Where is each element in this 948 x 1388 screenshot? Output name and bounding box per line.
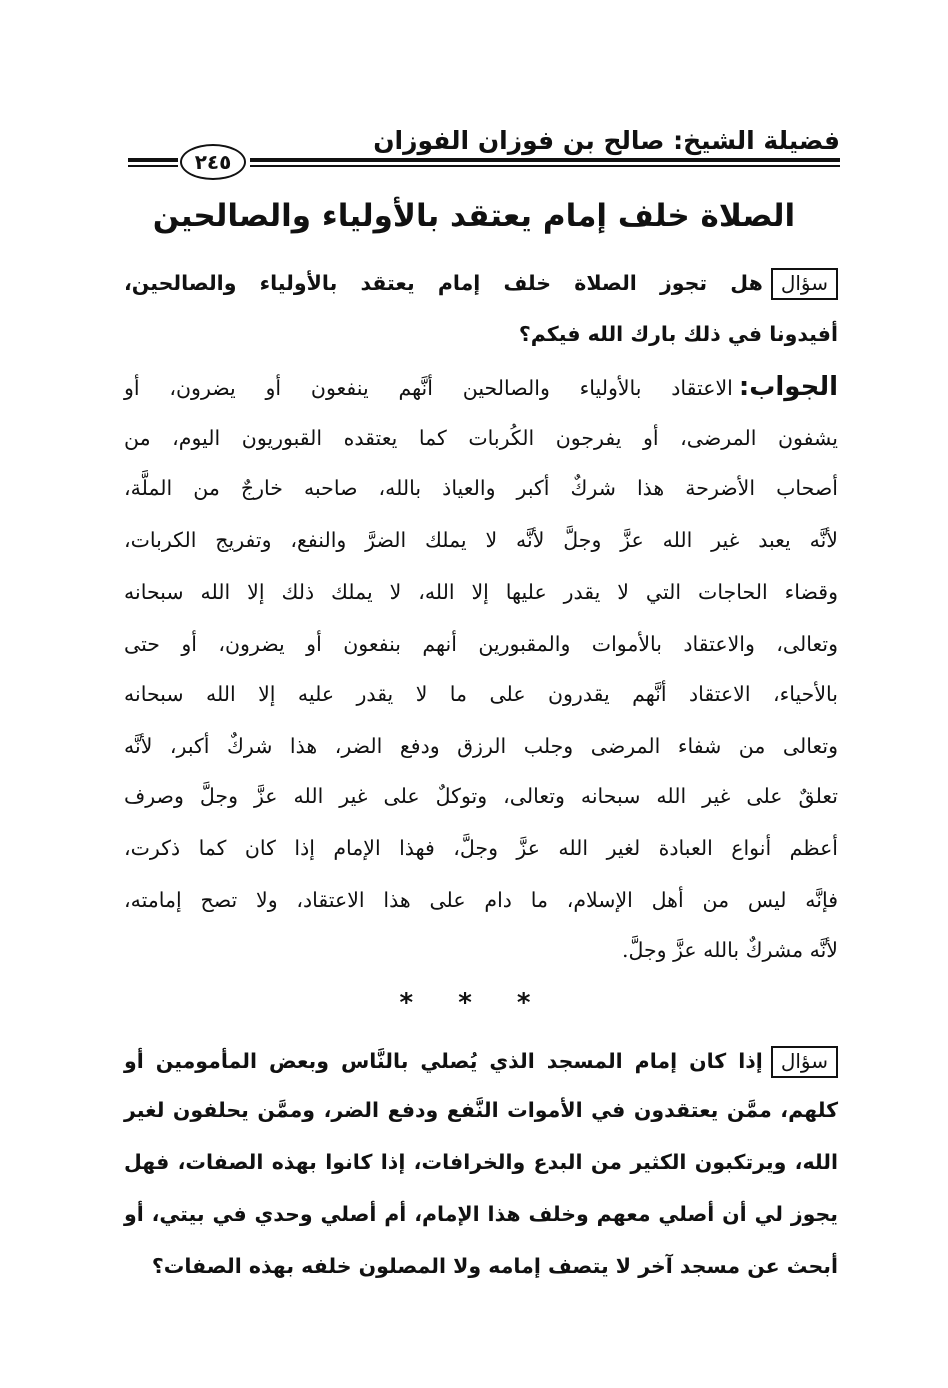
answer-line: فإنَّه ليس من أهل الإسلام، ما دام على هذا الاعتقاد، ولا تصح إمامته،: [124, 888, 838, 912]
question-text: إذا كان إمام المسجد الذي يُصلي بالنَّاس وبعض المأمومين أو: [124, 1049, 763, 1073]
header-rule: [128, 165, 178, 167]
header-rule: [250, 165, 840, 167]
answer-line: [124, 374, 838, 400]
answer-line: يشفون المرضى، أو يفرجون الكُربات كما يعتقده القبوريون اليوم، من: [124, 426, 838, 450]
answer-label: الجواب:: [738, 372, 838, 402]
question-line: [124, 1046, 838, 1078]
question-line: [124, 268, 838, 300]
answer-line: لأنَّه يعبد غير الله عزَّ وجلَّ لأنَّه لا يملك الضرَّ والنفع، وتفريج الكربات،: [124, 528, 838, 552]
question-label: سؤال: [771, 268, 838, 300]
answer-line: لأنَّه مشركٌ بالله عزَّ وجلَّ.: [621, 938, 838, 962]
answer-line: تعلقٌ على غير الله سبحانه وتعالى، وتوكلٌ على غير الله عزَّ وجلَّ وصرف: [124, 784, 838, 808]
question-line: أبحث عن مسجد آخر لا يتصف إمامه ولا المصلون خلفه بهذه الصفات؟: [151, 1254, 838, 1278]
answer-line: أصحاب الأضرحة هذا شركٌ أكبر والعياذ بالله، صاحبه خارجٌ من الملَّة،: [124, 476, 838, 500]
answer-line: وتعالى، والاعتقاد بالأموات والمقبورين أنهم بنفعون أو يضرون، أو حتى: [124, 632, 838, 656]
answer-line: وقضاء الحاجات التي لا يقدر عليها إلا الله، لا يملك ذلك إلا الله سبحانه: [124, 580, 838, 604]
header-rule: [128, 158, 178, 162]
question-label: سؤال: [771, 1046, 838, 1078]
question-text: هل تجوز الصلاة خلف إمام يعتقد بالأولياء والصالحين،: [124, 271, 763, 295]
answer-line: وتعالى من شفاء المرضى وجلب الرزق ودفع الضر، هذا شركٌ أكبر، لأنَّه: [124, 734, 838, 758]
answer-line: أعظم أنواع العبادة لغير الله عزَّ وجلَّ، فهذا الإمام إذا كان كما ذكرت،: [124, 836, 838, 860]
answer-text: الاعتقاد بالأولياء والصالحين أنَّهم ينفعون أو يضرون، أو: [124, 376, 733, 400]
header-rule: [250, 158, 840, 162]
page-number: ٢٤٥: [180, 144, 246, 180]
section-title: الصلاة خلف إمام يعتقد بالأولياء والصالحين: [152, 198, 796, 234]
answer-line: بالأحياء، الاعتقاد أنَّهم يقدرون على ما لا يقدر عليه إلا الله سبحانه: [124, 682, 838, 706]
question-line: الله، ويرتكبون الكثير من البدع والخرافات، إذا كانوا بهذه الصفات، فهل: [124, 1150, 838, 1174]
question-line: كلهم، ممَّن يعتقدون في الأموات النَّفع ودفع الضر، وممَّن يحلفون لغير: [124, 1098, 838, 1122]
running-header: فضيلة الشيخ: صالح بن فوزان الفوزان: [373, 126, 840, 155]
section-separator: * * *: [399, 988, 549, 1018]
question-line: يجوز لي أن أصلي معهم وخلف هذا الإمام، أم أصلي وحدي في بيتي، أو: [124, 1202, 838, 1226]
question-line: أفيدونا في ذلك بارك الله فيكم؟: [518, 322, 838, 346]
